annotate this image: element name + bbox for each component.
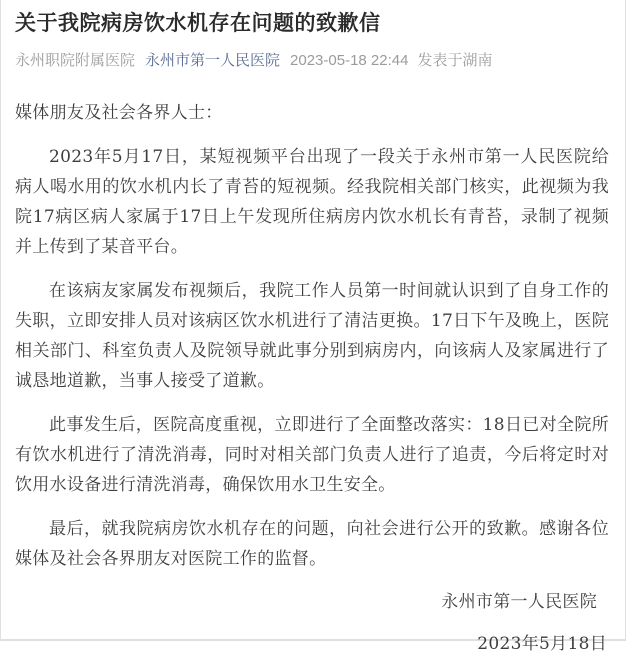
article-meta xyxy=(15,51,609,71)
paragraph-2: 在该病友家属发布视频后，我院工作人员第一时间就认识到了自身工作的失职，立即安排人员对该病区饮水机进行了清洁更换。17日下午及晚上，医院相关部门、科室负责人及院领导就此事分别到病房内，向该病人及家属进行了诚恳地道歉，当事人接受了道歉。 xyxy=(15,281,609,391)
account-link[interactable]: 永州市第一人民医院 xyxy=(145,52,281,69)
author-name: 永州职院附属医院 xyxy=(15,52,136,69)
paragraph-3: 此事发生后，医院高度重视，立即进行了全面整改落实：18日已对全院所有饮水机进行了清洗消毒，同时对相关部门负责人进行了追责，今后将定时对饮用水设备进行清洗消毒，确保饮用水卫生安全。 xyxy=(15,415,609,495)
article-body xyxy=(15,98,609,659)
paragraph-4: 最后，就我院病房饮水机存在的问题，向社会进行公开的致歉。感谢各位媒体及社会各界朋友对医院工作的监督。 xyxy=(15,519,609,569)
signature-date: 2023年5月18日 xyxy=(477,634,607,654)
salutation: 媒体朋友及社会各界人士： xyxy=(15,103,223,123)
article-title: 关于我院病房饮水机存在问题的致歉信 xyxy=(15,12,381,35)
publish-datetime: 2023-05-18 22:44 xyxy=(290,52,409,69)
publish-location: 发表于湖南 xyxy=(417,52,493,69)
signature: 永州市第一人民医院 xyxy=(441,592,597,612)
paragraph-1: 2023年5月17日，某短视频平台出现了一段关于永州市第一人民医院给病人喝水用的饮水机内长了青苔的短视频。经我院相关部门核实，此视频为我院17病区病人家属于17日上午发现所住病房内饮水机长有青苔，录制了视频并上传到了某音平台。 xyxy=(15,147,609,257)
